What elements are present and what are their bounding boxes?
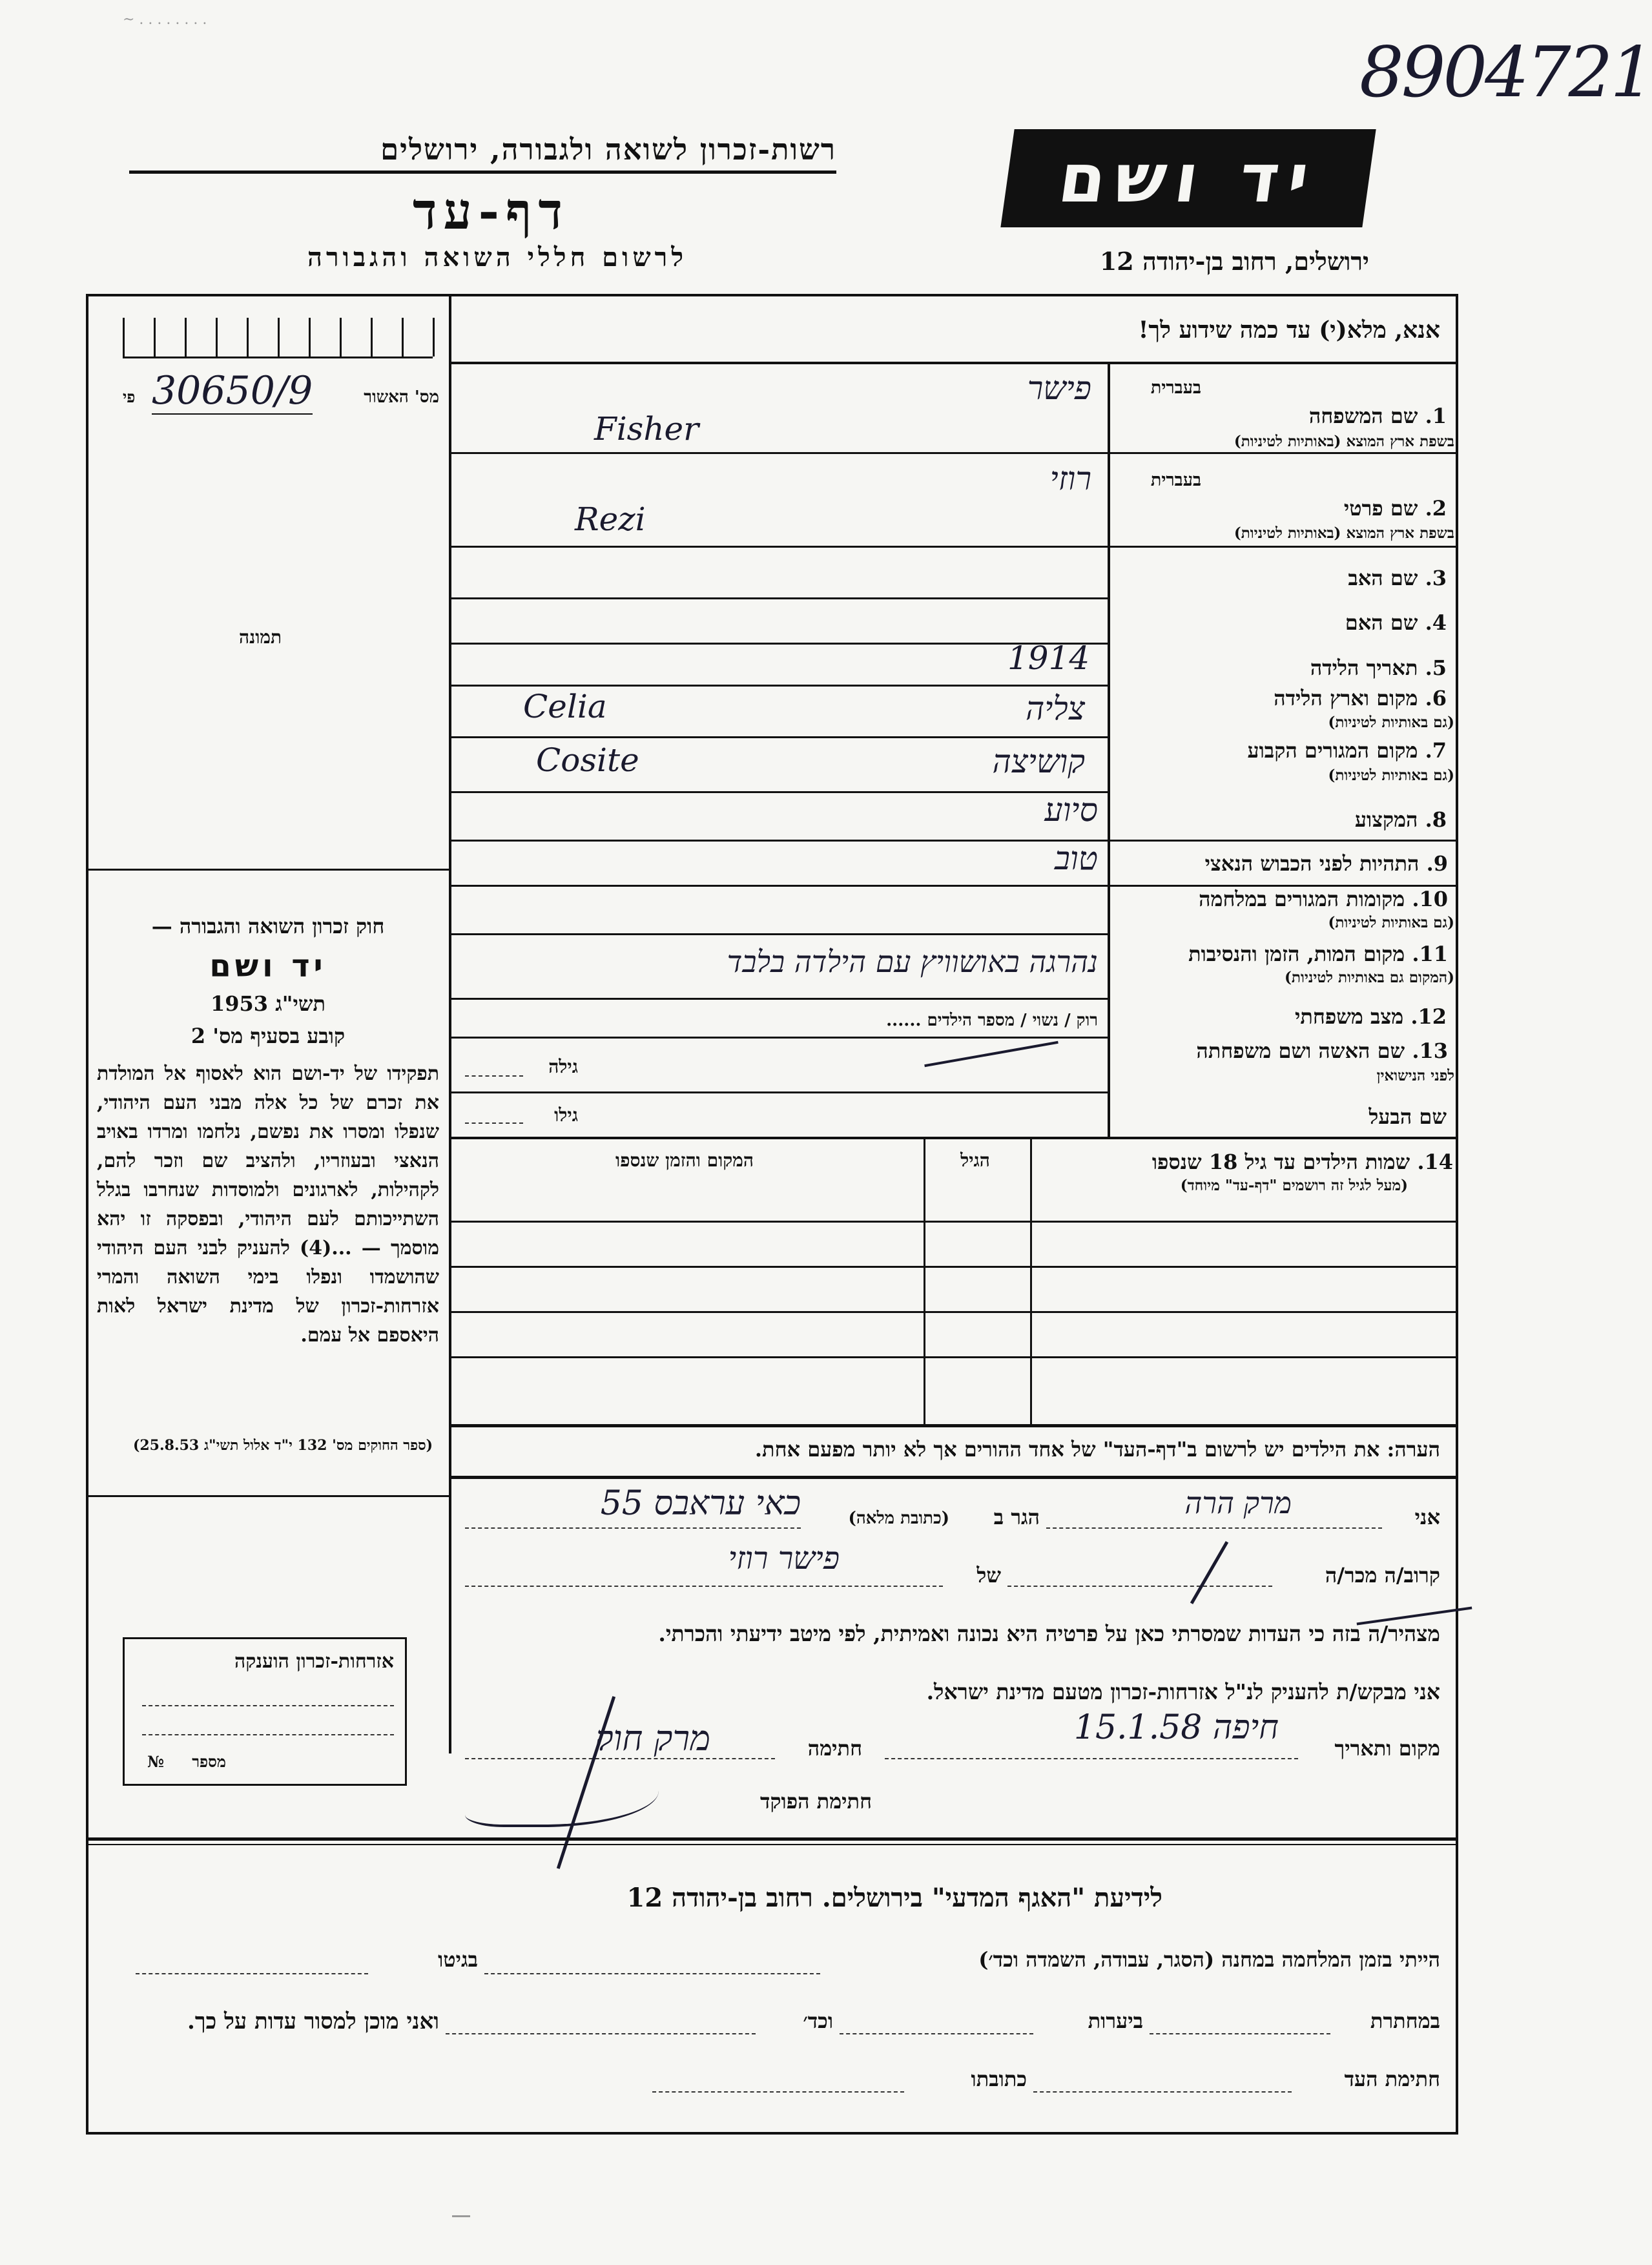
law-name: יד ושם [209, 948, 327, 984]
field-2-hebrew-hint: בעברית [1150, 470, 1201, 490]
husband-age-line [465, 1122, 523, 1124]
field-6-label: 6. מקום וארץ הלידה [1274, 686, 1447, 710]
law-heading: חוק זכרון השואה והגבורה — [151, 914, 385, 938]
declaration-place-date-label: מקום ותאריך [1334, 1736, 1440, 1761]
children-place-header: המקום והזמן שנספו [615, 1150, 754, 1171]
certificate-number-label: מספר [192, 1752, 226, 1771]
field-6-note: (גם באותיות לטיניות) [1328, 714, 1454, 731]
bottom-title: לידיעת "האגף המדעי" בירושלים. רחוב בן-יהודה 12 [626, 1883, 1162, 1913]
certificate-number-sign: № [147, 1752, 165, 1771]
field-10-label: 10. מקומות המגורים במלחמה [1199, 887, 1448, 911]
bottom-line1: הייתי בזמן המלחמה במחנה (הסגר, עבודה, השמדה וכד׳) [978, 1947, 1440, 1972]
declaration-of-value: פישר רוזי [728, 1540, 840, 1577]
children-age-header: הגיל [960, 1150, 990, 1171]
bottom-speck [452, 2215, 470, 2217]
declaration-i-label: אני [1414, 1505, 1440, 1529]
field-2-note: בשפת ארץ המוצא (באותיות לטיניות) [1234, 524, 1454, 542]
declaration-officer-label: חתימת הפוקד [760, 1789, 872, 1814]
field-9-value: טוב [1054, 840, 1098, 877]
children-row-4 [449, 1356, 1458, 1358]
field-11-note: (המקום גם באותיות לטיניות) [1285, 969, 1454, 986]
children-row-3 [449, 1311, 1458, 1313]
declaration-address-value: כאי עראבס 55 [600, 1484, 801, 1523]
approval-value: 30650/9 [152, 368, 313, 413]
field-13-label: 13. שם האשה ושם משפחתה [1196, 1039, 1448, 1063]
field-1-label: 1. שם המשפחה [1308, 404, 1447, 428]
field-13-note: לפני הנישואין [1376, 1067, 1454, 1084]
archive-number: 8904721 [1359, 32, 1652, 113]
field-1-value-hebrew: פישר [1027, 369, 1091, 407]
declaration-i-value: מרק הרה [1184, 1485, 1292, 1520]
law-clause: קובע בסעיף מס' 2 [191, 1024, 346, 1048]
photo-label: תמונה [239, 626, 282, 648]
declaration-statement: מצהיר/ה בזה כי העדות שמסרתי כאן על פרטיה היא נכונה ואמיתית, לפי מיטב ידיעתי והכרתי. [658, 1621, 1440, 1646]
bottom-line2-b: ביערות [1088, 2009, 1143, 2033]
field-13-age-label: גילה [548, 1056, 578, 1077]
husband-age-label: גילו [554, 1104, 578, 1126]
field-4-label: 4. שם האם [1345, 610, 1447, 635]
children-label: 14. שמות הילדים עד גיל 18 שנספו [1151, 1150, 1453, 1174]
intro-divider [449, 362, 1458, 364]
bottom-line1-end: בגיטו [438, 1947, 478, 1972]
certificate-title: אזרחות-זכרון הוענקה [234, 1650, 394, 1673]
bottom-line2-c: וכד׳ [803, 2009, 833, 2033]
field-8-value: סיוע [1044, 791, 1098, 829]
law-body: תפקידו של יד-ושם הוא לאסוף אל המולדת את זכרם של כל אלה מבני העם היהודי, שנפלו ומסרו את נפשם, נלחמו ומרדו באויב הנאצי ובעוזריו, ולהציב שם וזכר להם, לקהילות, לארגונים ולמוסדות שנחרבו בגלל השתייכותם לעם היהודי, ובפסקה זו יהא מוסמך — ...(4) להעניק לבני העם היהודי שהושמדו ונפלו בימי השואה והמרי אזרחות-זכרון של מדינת ישראל לאות היאספם אל עמם. [97, 1062, 439, 1347]
husband-label: שם הבעל [1368, 1104, 1447, 1129]
intro-text: אנא, מלא(י) עד כמה שידוע לך! [1138, 316, 1440, 344]
remark: הערה: את הילדים יש לרשום ב"דף-העד" של אחד ההורים אך לא יותר מפעם אחת. [754, 1437, 1440, 1462]
logo-text: יד ושם [1053, 139, 1323, 218]
label-column-divider [1108, 362, 1110, 1137]
field-1-value-latin: Fisher [594, 410, 699, 448]
law-year: תשי"ג 1953 [211, 991, 325, 1016]
declaration-relative-label: קרוב/ה מכר/ה [1325, 1563, 1440, 1588]
declaration-signature-label: חתימה [807, 1736, 862, 1761]
field-8-label: 8. המקצוע [1354, 807, 1447, 832]
field-1-note: בשפת ארץ המוצא (באותיות לטיניות) [1234, 433, 1454, 450]
approval-prefix: פי [123, 388, 136, 406]
field-7-note: (גם באותיות לטיניות) [1328, 767, 1454, 784]
field-2-value-latin: Rezi [575, 501, 646, 538]
form-subtitle: לרשום חללי השואה והגבורה [307, 242, 688, 273]
field-7-label: 7. מקום המגורים הקבוע [1247, 738, 1447, 763]
field-6-value-latin: Celia [523, 688, 607, 725]
field-5-value: 1914 [1007, 639, 1090, 677]
children-note: (מעל לגיל זה רושמים "דף-עד" מיוחד) [1180, 1177, 1408, 1194]
field-3-label: 3. שם האב [1348, 566, 1447, 590]
authority-line: רשות-זכרון לשואה ולגבורה, ירושלים [129, 132, 836, 174]
bottom-line2-a: במחתרת [1370, 2009, 1440, 2033]
children-row-1 [449, 1221, 1458, 1223]
field-13-age-line [465, 1075, 523, 1077]
bottom-line3-b: כתובתו [971, 2067, 1027, 2091]
field-12-options: רוק / נשוי / מספר הילדים ...... [886, 1011, 1098, 1030]
field-9-label: 9. התהיות לפני הכבוש הנאצי [1204, 851, 1448, 876]
field-11-label: 11. מקום המות, הזמן והנסיבות [1188, 942, 1448, 966]
declaration-signature-value: מרק חוק [594, 1718, 710, 1759]
field-12-label: 12. מצב משפחתי [1295, 1004, 1447, 1029]
left-column-divider [449, 294, 451, 1753]
field-6-value-hebrew: צליה [1026, 690, 1085, 727]
children-row-2 [449, 1266, 1458, 1268]
declaration-resides-label: הגר ב [993, 1505, 1040, 1529]
top-speck: ~ . . . . . . . . [123, 12, 207, 28]
address: ירושלים, רחוב בן-יהודה 12 [1099, 247, 1369, 276]
field-10-note: (גם באותיות לטיניות) [1328, 914, 1454, 931]
field-11-value: נהרגה באושוויץ עם הילדה בלבד [727, 944, 1098, 979]
bottom-line2-end: ואני מוכן למסור עדות על כך. [187, 2009, 439, 2034]
bottom-line3-a: חתימת העד [1344, 2067, 1440, 2091]
yad-vashem-logo [1000, 129, 1376, 227]
approval-label: מס' האשור [364, 388, 439, 407]
field-7-value-hebrew: קושיצה [992, 743, 1085, 780]
field-2-label: 2. שם פרטי [1343, 496, 1447, 521]
approval-grid [123, 318, 433, 358]
declaration-request: אני מבקש/ת להעניק לנ"ל אזרחות-זכרון מטעם מדינת ישראל. [926, 1679, 1440, 1704]
field-7-value-latin: Cosite [536, 741, 639, 779]
declaration-of-label: של [976, 1563, 1001, 1588]
field-1-hebrew-hint: בעברית [1150, 378, 1201, 398]
declaration-address-hint: (כתובת מלאה) [848, 1509, 949, 1528]
law-source: (ספר החוקים מס' 132 י"ד אלול תשי"ג 25.8.53) [132, 1437, 433, 1454]
field-2-value-hebrew: רוזי [1049, 460, 1091, 497]
field-5-label: 5. תאריך הלידה [1310, 656, 1447, 680]
form-title: דף-עד [413, 182, 569, 241]
declaration-place-date-value: חיפה 15.1.58 [1073, 1708, 1279, 1747]
